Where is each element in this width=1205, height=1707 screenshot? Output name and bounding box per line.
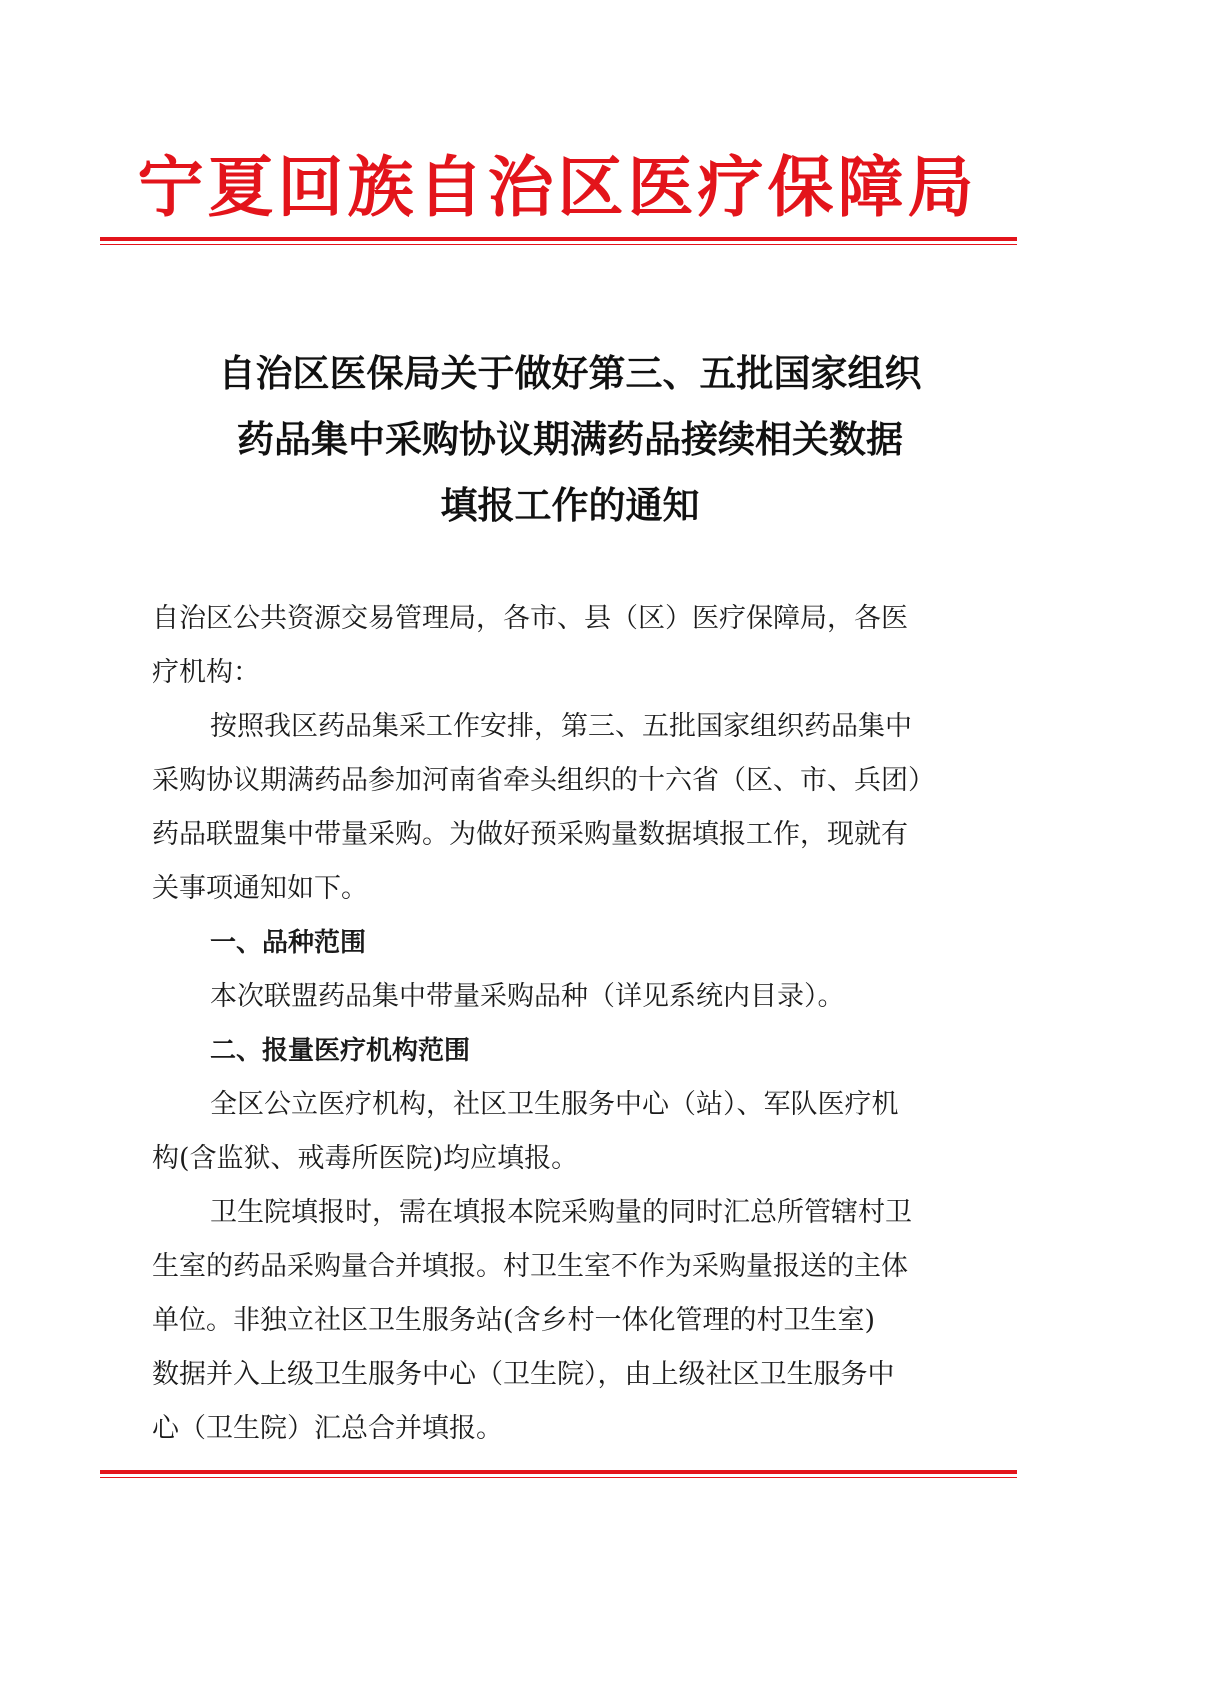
section-heading: 一、品种范围: [210, 928, 367, 958]
document-body: [152, 592, 1002, 1456]
salutation-line: 自治区公共资源交易管理局，各市、县（区）医疗保障局，各医: [152, 603, 908, 634]
paragraph-line: 按照我区药品集采工作安排，第三、五批国家组织药品集中: [210, 711, 912, 742]
salutation-line: 疗机构：: [152, 657, 260, 688]
intro-paragraph: [152, 700, 1002, 916]
title-line: 填报工作的通知: [440, 483, 700, 527]
section-paragraph: [152, 970, 1002, 1024]
health-center-paragraph: [152, 1186, 1002, 1456]
paragraph-line: 药品联盟集中带量采购。为做好预采购量数据填报工作，现就有: [152, 819, 908, 850]
document-title: [120, 340, 1020, 538]
organization-header: 宁夏回族自治区医疗保障局: [137, 148, 978, 226]
section-paragraph: [152, 1078, 1002, 1186]
paragraph-line: 心（卫生院）汇总合并填报。: [152, 1413, 503, 1444]
section-heading: 二、报量医疗机构范围: [210, 1036, 471, 1066]
header-divider: [100, 237, 1017, 245]
salutation: [152, 592, 1002, 700]
paragraph-line: 采购协议期满药品参加河南省牵头组织的十六省（区、市、兵团）: [152, 765, 935, 796]
paragraph-line: 卫生院填报时，需在填报本院采购量的同时汇总所管辖村卫: [210, 1197, 912, 1228]
title-line: 自治区医保局关于做好第三、五批国家组织: [218, 351, 922, 395]
paragraph-line: 全区公立医疗机构，社区卫生服务中心（站）、军队医疗机: [210, 1089, 899, 1120]
paragraph-line: 数据并入上级卫生服务中心（卫生院），由上级社区卫生服务中: [152, 1359, 895, 1390]
paragraph-line: 生室的药品采购量合并填报。村卫生室不作为采购量报送的主体: [152, 1251, 908, 1282]
paragraph-line: 本次联盟药品集中带量采购品种（详见系统内目录）。: [210, 981, 845, 1012]
title-line: 药品集中采购协议期满药品接续相关数据: [237, 417, 903, 461]
paragraph-line: 关事项通知如下。: [152, 873, 368, 904]
paragraph-line: 构(含监狱、戒毒所医院)均应填报。: [152, 1143, 579, 1174]
paragraph-line: 单位。非独立社区卫生服务站(含乡村一体化管理的村卫生室): [152, 1305, 876, 1336]
footer-divider: [100, 1470, 1017, 1478]
